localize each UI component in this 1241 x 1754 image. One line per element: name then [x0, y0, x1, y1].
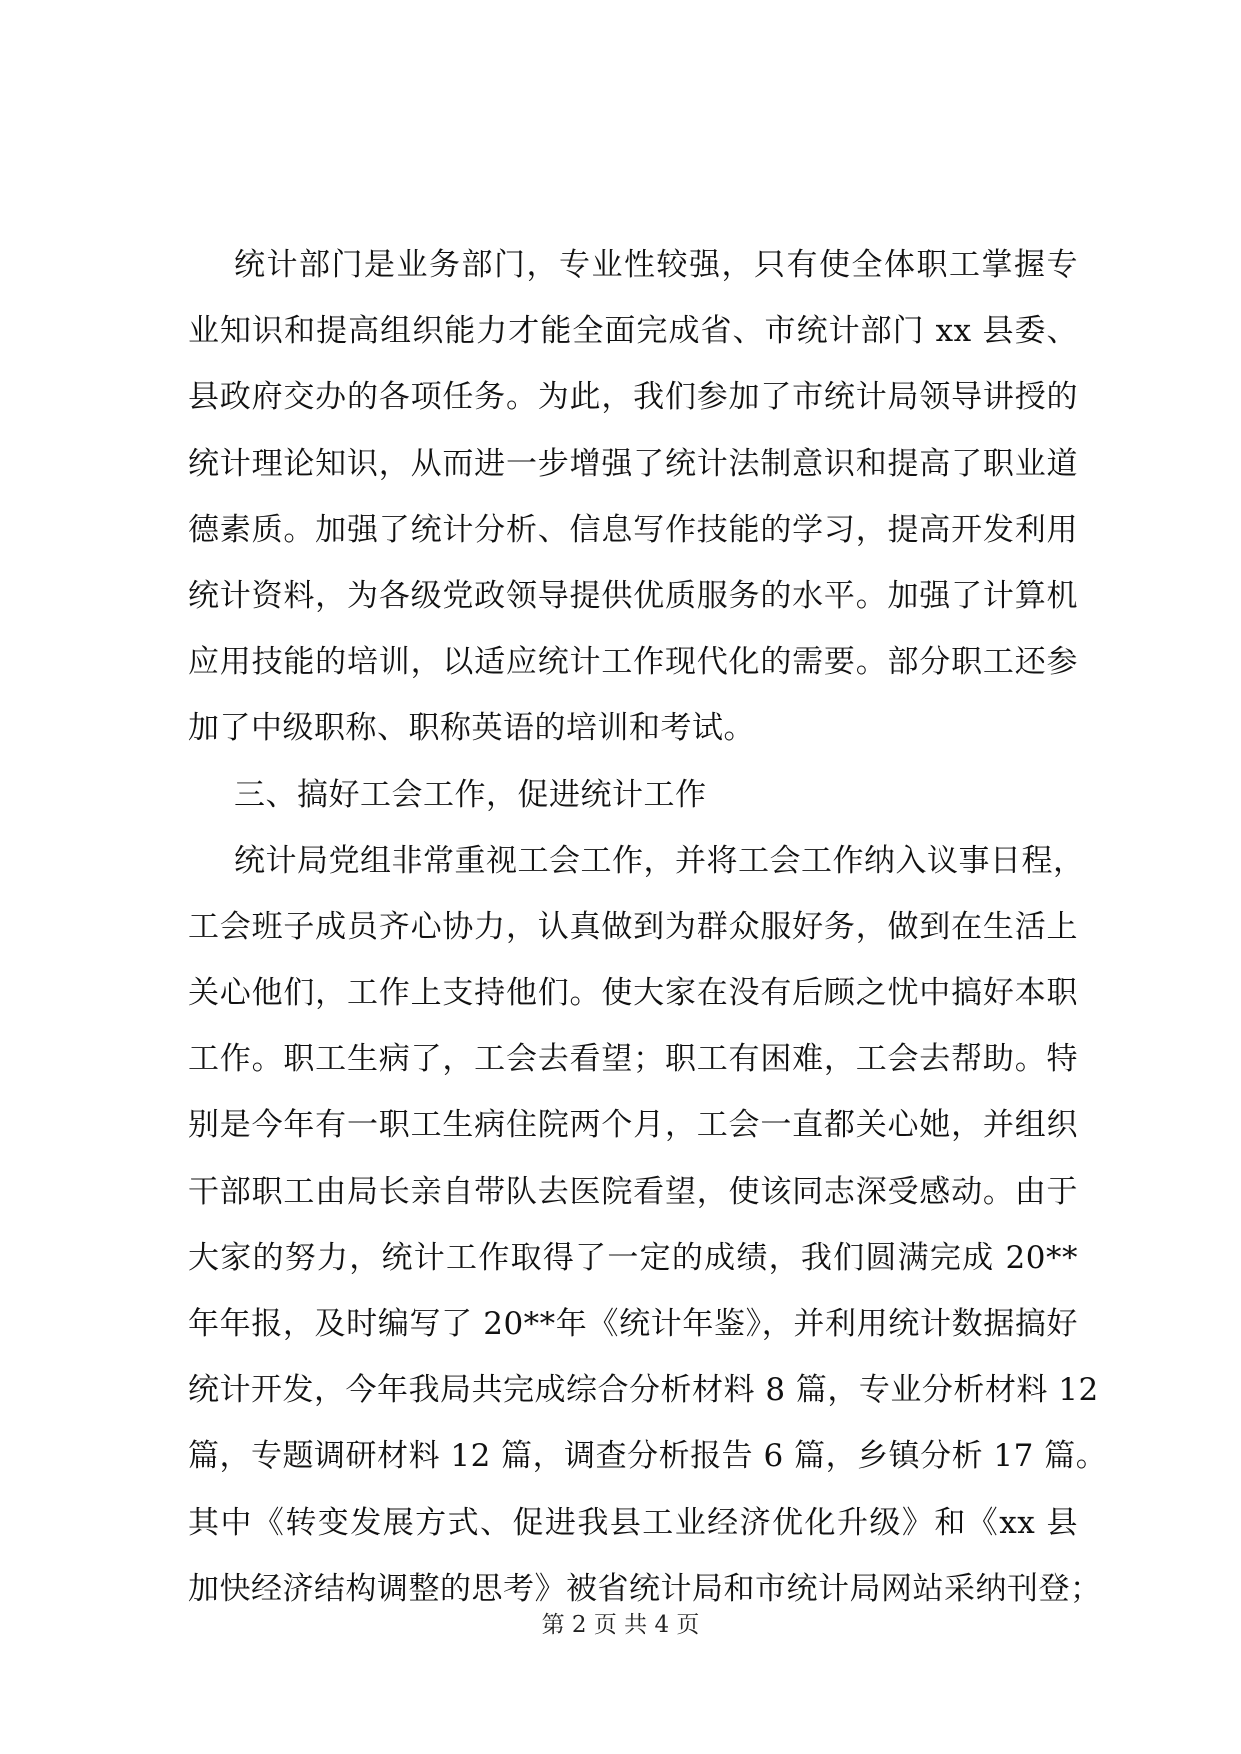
paragraph-line: 其中《转变发展方式、促进我县工业经济优化升级》和《xx 县 — [188, 1504, 1078, 1541]
body-text — [188, 232, 1108, 1622]
paragraph-line: 工作。职工生病了，工会去看望；职工有困难，工会去帮助。特 — [188, 1041, 1078, 1078]
paragraph-line: 县政府交办的各项任务。为此，我们参加了市统计局领导讲授的 — [188, 379, 1078, 416]
paragraph-line: 年年报，及时编写了 20**年《统计年鉴》，并利用统计数据搞好 — [188, 1306, 1078, 1342]
paragraph-line: 应用技能的培训，以适应统计工作现代化的需要。部分职工还参 — [188, 644, 1078, 681]
paragraph-line: 统计开发，今年我局共完成综合分析材料 8 篇，专业分析材料 12 — [188, 1372, 1099, 1409]
paragraph-line: 业知识和提高组织能力才能全面完成省、市统计部门 xx 县委、 — [188, 313, 1078, 350]
paragraph-line: 关心他们，工作上支持他们。使大家在没有后顾之忧中搞好本职 — [188, 975, 1078, 1012]
paragraph-line: 统计资料，为各级党政领导提供优质服务的水平。加强了计算机 — [188, 577, 1078, 614]
paragraph-line: 统计理论知识，从而进一步增强了统计法制意识和提高了职业道 — [188, 445, 1078, 482]
section-heading: 三、搞好工会工作，促进统计工作 — [234, 776, 707, 813]
paragraph-line: 大家的努力，统计工作取得了一定的成绩，我们圆满完成 20** — [188, 1239, 1078, 1276]
paragraph-line: 德素质。加强了统计分析、信息写作技能的学习，提高开发利用 — [188, 511, 1078, 548]
paragraph-line: 加快经济结构调整的思考》被省统计局和市统计局网站采纳刊登； — [188, 1570, 1102, 1607]
paragraph-line: 干部职工由局长亲自带队去医院看望，使该同志深受感动。由于 — [188, 1173, 1078, 1210]
paragraph-line: 别是今年有一职工生病住院两个月，工会一直都关心她，并组织 — [188, 1107, 1078, 1144]
page-number-footer: 第 2 页 共 4 页 — [541, 1612, 700, 1638]
paragraph-line: 统计局党组非常重视工会工作，并将工会工作纳入议事日程， — [234, 842, 1085, 879]
paragraph-line: 工会班子成员齐心协力，认真做到为群众服好务，做到在生活上 — [188, 908, 1078, 945]
paragraph-line: 加了中级职称、职称英语的培训和考试。 — [188, 710, 755, 747]
paragraph-line: 统计部门是业务部门，专业性较强，只有使全体职工掌握专 — [234, 247, 1078, 283]
paragraph-line: 篇，专题调研材料 12 篇，调查分析报告 6 篇，乡镇分析 17 篇。 — [188, 1438, 1108, 1475]
